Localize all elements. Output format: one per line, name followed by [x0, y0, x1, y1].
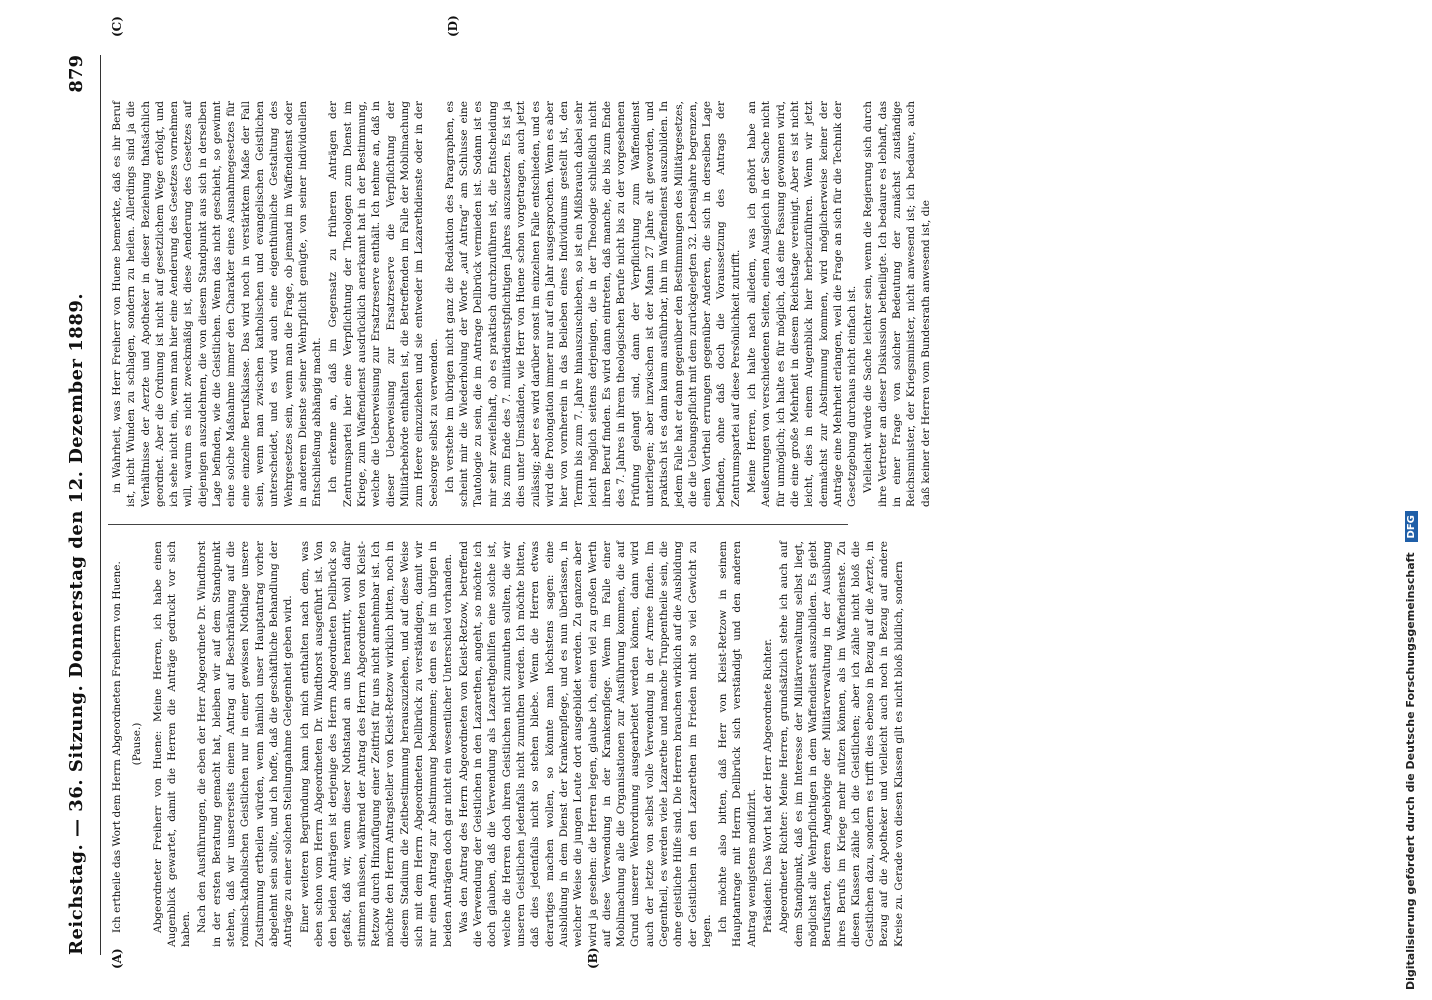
paragraph: Abgeordneter Richter: Meine Herren, grundsätzlich stehe ich auch auf dem Standpunkt, daß es im Interesse der Militärverwaltung selbst liegt, möglichst alle Wehrpflichtigen in dem Waffendienst auszubilden. Es giebt Berufsarten, deren Angehörige der Militärverwaltung in der Ausübung ihres Berufs im Kriege mehr nützen können, als im Waffendienste. Zu diesen Klassen zähle ich die Geistlichen; aber ich zähle nicht bloß die Geistlichen dazu, sondern es trifft dies ebenso in Bezug auf die Aerzte, in Bezug auf die Apotheker und vielleicht auch noch in Bezug auf andere Kreise zu. Gerade von diesen Klassen gilt es nicht bloß bildlich, sondern	[778, 541, 905, 947]
paragraph: Präsident: Das Wort hat der Herr Abgeordnete Richter.	[762, 638, 775, 933]
pause-note: (Pause.)	[131, 722, 144, 766]
page-number: 879	[66, 55, 87, 93]
digitization-note: Digitalisierung gefördert durch die Deutsche Forschungsgemeinschaft	[1404, 552, 1417, 990]
paragraph: Abgeordneter Freiherr von Huene: Meine Herren, ich habe einen Augenblick gewartet, damit die Herren die Anträge gedruckt vor sich haben.	[151, 541, 193, 947]
digitization-credit	[1404, 10, 1426, 990]
page-header	[66, 55, 96, 955]
paragraph: Ich verstehe im übrigen nicht ganz die Redaktion des Paragraphen, es scheint mir die Wiederholung der Worte „auf Antrag“ am Schlusse eine Tautologie zu sein, die im Antrage Dellbrück vermieden ist. Sodann ist es mir sehr zweifelhaft, ob es praktisch durchzuführen ist, die Entscheidung bis zum Ende des 7. militärdienstpflichtigen Jahres auszusetzen. Es ist ja dies unter Umständen, wie Herr von Huene schon vorgetragen, auch jetzt zulässig; aber es wird darüber sonst im einzelnen Falle entschieden, und es wird die Prolongation immer nur auf ein Jahr ausgesprochen. Wenn es aber hier von vornherein in das Belieben eines Individuums gestellt ist, den Termin bis zum 7. Jahre hinauszuschieben, so ist ein Mißbrauch dabei sehr leicht möglich seitens derjenigen, die in der Theologie schließlich nicht ihren Beruf finden. Es wird dann eintreten, daß manche, die bis zum Ende des 7. Jahres in ihrem theologischen Berufe nicht bis zu der vorgesehenen Prüfung gelangt sind, dann der Verpflichtung zum Waffendienst unterliegen; aber inzwischen ist der Mann 27 Jahre alt geworden, und praktisch ist es dann kaum ausführbar, ihn im Waffendienst auszubilden. In jedem Falle hat er dann gegenüber den Bestimmungen des Militärgesetzes, die die Uebungspflicht mit dem zurückgelegten 32. Lebensjahre begrenzen, einen Vortheil errungen gegenüber Anderen, die sich in derselben Lage befinden, ohne daß doch die Voraussetzung des Antrags der Zentrumspartei auf diese Persönlichkeit zutrifft.	[443, 101, 742, 507]
header-rule	[100, 55, 101, 955]
right-column	[110, 101, 935, 507]
paragraph: Einer weiteren Begründung kann ich mich enthalten nach dem, was eben schon vom Herrn Abgeordneten Dr. Windthorst ausgeführt ist. Von den beiden Anträgen ist derjenige des Herrn Abgeordneten Dellbrück so gefaßt, daß wir, wenn dieser Nothstand an uns herantritt, wohl dafür stimmen müssen, während der Antrag des Herrn Abgeordneten von Kleist-Retzow durch Hinzufügung einer Zeitfrist für uns nicht annehmbar ist. Ich möchte den Herrn Antragsteller von Kleist-Retzow wirklich bitten, noch in diesem Stadium die Zeitbestimmung herauszuziehen, und auf diese Weise sich mit dem Herrn Abgeordneten Dellbrück zu verständigen, damit wir nur einen Antrag zur Abstimmung bekommen; denn es ist im übrigen in beiden Anträgen doch gar nicht ein wesentlicher Unterschied vorhanden.	[298, 541, 454, 947]
margin-mark-b: (B)	[586, 947, 600, 969]
rotated-print-page	[66, 15, 1406, 969]
margin-mark-a: (A)	[110, 948, 124, 969]
column-rule	[108, 524, 848, 525]
paragraph: Ich möchte also bitten, daß Herr von Kleist-Retzow in seinem Hauptantrage mit Herrn Dellbrück sich verständigt und den anderen Antrag wenigstens modifizirt.	[717, 541, 758, 947]
paragraph: Was den Antrag des Herrn Abgeordneten von Kleist-Retzow, betreffend die Verwendung der Geistlichen in den Lazarethen, angeht, so möchte ich doch glauben, daß die Verwendung als Lazarethgehilfen eine solche ist, welche die Herren doch ihren Geistlichen nicht zumuthen sollten, die wir unseren Geistlichen jedenfalls nicht zumuthen werden. Ich möchte bitten, daß dies jedenfalls nicht so stehen bliebe. Wenn die Herren etwas derartiges machen wollen, so könnte man höchstens sagen: eine Ausbildung in dem Dienst der Krankenpflege, und es nun überlassen, in welcher Weise die jungen Leute dort ausgebildet werden. Zu ganzen aber wird ja gesehen: die Herren legen, glaube ich, einen viel zu großen Werth auf diese Verwendung in der Krankenpflege. Wenn im Falle einer Mobilmachung alle die Organisationen zur Ausführung kommen, die auf Grund unserer Wehrordnung ausgearbeitet werden können, dann wird auch der letzte von selbst volle Verwendung in der Armee finden. Im Gegentheil, es werden viele Lazarethe und manche Truppentheile sein, die ohne geistliche Hilfe sind. Die Herren brauchen wirklich auf die Ausbildung der Geistlichen in den Lazarethen im Frieden nicht so viel Gewicht zu legen.	[457, 541, 713, 947]
margin-mark-c: (C)	[110, 16, 124, 37]
running-head: Reichstag. — 36. Sitzung. Donnerstag den 12. Dezember 1889.	[66, 292, 87, 955]
paragraph: Vielleicht würde die Sache leichter sein, wenn die Regierung sich durch ihre Vertreter an dieser Diskussion betheiligte. Ich bedaure es lebhaft, das in einer Frage von solcher Bedeutung der zunächst zuständige Reichsminister, der Kriegsminister, nicht anwesend ist; ich bedaure, auch daß keiner der Herren vom Bundesrath anwesend ist, die	[862, 101, 932, 507]
paragraph: Ich ertheile das Wort dem Herrn Abgeordneten Freiherrn von Huene.	[111, 561, 123, 933]
paragraph: Ich erkenne an, daß im Gegensatz zu früheren Anträgen der Zentrumspartei hier eine Verpflichtung der Theologen zum Dienst im Kriege, zum Waffendienst ausdrücklich anerkannt hat in der Bestimmung, welche die Ueberweisung zur Ersatzreserve enthält. Ich nehme an, daß in dieser Ueberweisung zur Ersatzreserve die Verpflichtung der Militärbehörde enthalten ist, die Betreffenden im Falle der Mobilmachung zum Heere einzuziehen und sie entweder im Lazarethdienste oder in der Seelsorge selbst zu verwenden.	[327, 101, 440, 507]
margin-mark-d: (D)	[446, 15, 460, 37]
paragraph: in Wahrheit, was Herr Freiherr von Huene bemerkte, daß es ihr Beruf ist, nicht Wunden zu schlagen, sondern zu heilen. Allerdings sind ja die Verhältnisse der Aerzte und Apotheker in dieser Beziehung thatsächlich geordnet. Aber die Ordnung ist nicht auf gesetzlichem Wege erfolgt, und ich sehe nicht ein, wenn man hier eine Aenderung des Gesetzes vornehmen will, warum es nicht zweckmäßig ist, diese Aenderung des Gesetzes auf diejenigen auszudehnen, die von diesem Standpunkt aus sich in derselben Lage befinden, wie die Geistlichen. Wenn das nicht geschieht, so gewinnt eine solche Maßnahme immer den Charakter eines Ausnahmegesetzes für eine einzelne Berufsklasse. Das wird noch in verstärktem Maße der Fall sein, wenn man zwischen katholischen und evangelischen Geistlichen unterscheidet, und es wird auch eine eigenthümliche Gestaltung des Wehrgesetzes sein, wenn man die Frage, ob jemand im Waffendienst oder in anderem Dienste seiner Wehrpflicht genügte, von seiner individuellen Entschließung abhängig macht.	[111, 101, 324, 507]
dfg-logo: DFG	[1405, 511, 1418, 542]
paragraph: Meine Herren, ich halte nach alledem, was ich gehört habe an Aeußerungen von verschiedenen Seiten, einen Ausgleich in der Sache nicht für unmöglich; ich halte es für möglich, daß eine Fassung gewonnen wird, die eine große Mehrheit in diesem Reichstage vereinigt. Aber es ist nicht leicht, dies in einem Augenblick hier herbeizuführen. Wenn wir jetzt demnächst zur Abstimmung kommen, wird möglicherweise keiner der Anträge eine Mehrheit erlangen, weil die Frage an sich für die Technik der Gesetzgebung durchaus nicht einfach ist.	[746, 101, 859, 507]
left-column	[110, 541, 908, 947]
paragraph: Nach den Ausführungen, die eben der Herr Abgeordnete Dr. Windthorst in der ersten Beratung gemacht hat, bleiben wir auf dem Standpunkt stehen, daß wir unsererseits einem Antrag auf Beschränkung auf die römisch-katholischen Geistlichen nur in einer gewissen Nothlage unsere Zustimmung ertheilen würden, wenn nämlich unser Hauptantrag vorher abgelehnt sein sollte, und ich hoffe, daß die geschäftliche Behandlung der Anträge zu einer solchen Stellungnahme Gelegenheit geben wird.	[196, 541, 295, 947]
